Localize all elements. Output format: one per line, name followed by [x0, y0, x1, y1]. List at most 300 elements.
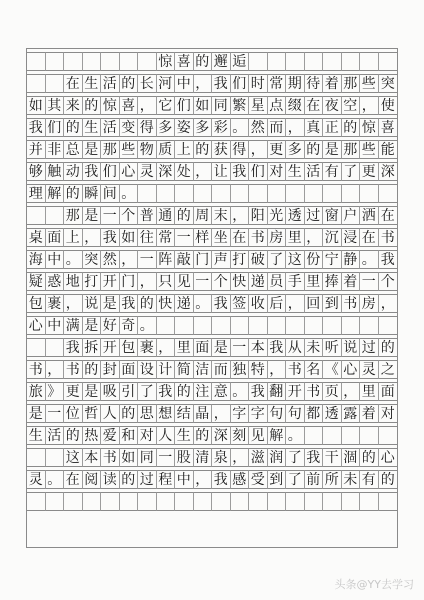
grid-cell	[46, 448, 65, 467]
grid-cell: 够	[27, 162, 46, 181]
grid-cell: 到	[268, 470, 287, 489]
grid-cell: 是	[212, 338, 231, 357]
grid-cell: 静	[342, 250, 361, 269]
grid-cell: 而	[268, 118, 287, 137]
grid-cell: 们	[249, 162, 268, 181]
grid-cell: 听	[323, 338, 342, 357]
grid-cell	[212, 316, 231, 335]
grid-cell: 总	[64, 140, 83, 159]
grid-cell: 对	[379, 404, 398, 423]
grid-cell	[305, 492, 324, 511]
grid-cell: 周	[194, 206, 213, 225]
grid-cell: 翻	[268, 382, 287, 401]
grid-cell: 的	[138, 294, 157, 313]
grid-cell	[342, 426, 361, 445]
grid-cell	[27, 52, 46, 71]
grid-cell	[46, 74, 65, 93]
grid-cell: 中	[175, 470, 194, 489]
grid-cell: 封	[101, 360, 120, 379]
grid-cell: 邂	[212, 52, 231, 71]
grid-cell: 得	[138, 118, 157, 137]
grid-cell: 活	[101, 74, 120, 93]
grid-row	[27, 206, 397, 225]
grid-cell: 裹	[138, 338, 157, 357]
grid-cell: 了	[286, 470, 305, 489]
grid-cell: ，	[138, 272, 157, 291]
grid-cell: 的	[175, 206, 194, 225]
grid-cell: 面	[120, 360, 139, 379]
grid-cell: 那	[64, 206, 83, 225]
grid-cell: 晶	[194, 404, 213, 423]
grid-cell: 上	[64, 228, 83, 247]
grid-cell: ，	[46, 360, 65, 379]
grid-cell	[46, 338, 65, 357]
grid-cell	[249, 492, 268, 511]
grid-cell: 普	[138, 206, 157, 225]
manuscript-grid	[26, 48, 398, 548]
grid-cell	[138, 184, 157, 203]
grid-cell: ，	[194, 74, 213, 93]
grid-cell: 的	[194, 140, 213, 159]
grid-cell: 真	[305, 118, 324, 137]
grid-cell: 裹	[46, 294, 65, 313]
grid-cell: 疑	[27, 272, 46, 291]
grid-cell	[157, 184, 176, 203]
grid-cell: 是	[101, 294, 120, 313]
grid-cell: 都	[305, 404, 324, 423]
grid-cell: 同	[138, 448, 157, 467]
grid-cell: ，	[286, 294, 305, 313]
grid-cell: 海	[27, 250, 46, 269]
grid-row	[27, 272, 397, 291]
grid-cell: 阳	[249, 206, 268, 225]
grid-cell: 上	[175, 140, 194, 159]
grid-cell: 未	[342, 470, 361, 489]
grid-cell: 点	[268, 96, 287, 115]
grid-cell: 突	[379, 74, 398, 93]
grid-cell: 而	[212, 360, 231, 379]
grid-cell: 个	[120, 206, 139, 225]
grid-cell: 繁	[231, 96, 250, 115]
grid-cell: 如	[194, 96, 213, 115]
grid-cell	[342, 184, 361, 203]
grid-cell: 中	[46, 250, 65, 269]
grid-cell	[46, 492, 65, 511]
grid-cell: 程	[157, 470, 176, 489]
grid-cell: ，	[212, 404, 231, 423]
grid-cell: 我	[268, 338, 287, 357]
grid-cell: 的	[64, 184, 83, 203]
grid-cell	[360, 316, 379, 335]
grid-cell: 我	[64, 338, 83, 357]
grid-cell: 满	[64, 316, 83, 335]
grid-cell: 了	[286, 448, 305, 467]
grid-cell: 。	[231, 118, 250, 137]
grid-cell: 了	[268, 250, 287, 269]
grid-cell: 获	[212, 140, 231, 159]
grid-cell	[286, 492, 305, 511]
grid-cell: 签	[231, 294, 250, 313]
grid-cell	[342, 316, 361, 335]
grid-cell: 的	[379, 470, 398, 489]
grid-cell: 本	[249, 338, 268, 357]
grid-cell: 对	[268, 162, 287, 181]
grid-cell: 中	[46, 316, 65, 335]
grid-cell: 喜	[175, 52, 194, 71]
grid-cell: 我	[212, 74, 231, 93]
grid-cell	[286, 316, 305, 335]
grid-cell: 透	[286, 206, 305, 225]
grid-cell: 星	[249, 96, 268, 115]
grid-cell: 阅	[83, 470, 102, 489]
grid-cell: 特	[249, 360, 268, 379]
grid-cell: 惑	[46, 272, 65, 291]
grid-cell: 的	[175, 382, 194, 401]
grid-cell: 沉	[323, 228, 342, 247]
grid-cell: 是	[83, 140, 102, 159]
grid-cell: 。	[286, 426, 305, 445]
grid-cell	[175, 316, 194, 335]
grid-cell: 这	[286, 250, 305, 269]
grid-cell: 是	[83, 206, 102, 225]
grid-cell: 夜	[323, 96, 342, 115]
grid-cell: 彩	[212, 118, 231, 137]
grid-cell	[231, 184, 250, 203]
grid-cell: 瞬	[83, 184, 102, 203]
grid-cell: 引	[120, 382, 139, 401]
grid-cell: 透	[323, 404, 342, 423]
grid-cell: 深	[212, 426, 231, 445]
grid-row	[27, 294, 397, 313]
grid-cell: 一	[360, 272, 379, 291]
grid-cell: 人	[157, 426, 176, 445]
grid-cell: 里	[360, 382, 379, 401]
grid-cell	[360, 426, 379, 445]
grid-row	[27, 316, 397, 335]
grid-cell: 说	[342, 338, 361, 357]
grid-cell: 开	[286, 382, 305, 401]
grid-cell: 。	[46, 470, 65, 489]
grid-cell: 包	[120, 338, 139, 357]
grid-cell: 洒	[360, 206, 379, 225]
grid-cell	[379, 426, 398, 445]
grid-cell: 解	[46, 184, 65, 203]
grid-cell: 样	[194, 228, 213, 247]
grid-cell: 我	[157, 382, 176, 401]
grid-cell: 句	[286, 404, 305, 423]
grid-cell: 和	[120, 426, 139, 445]
grid-cell	[212, 184, 231, 203]
grid-cell: 我	[305, 448, 324, 467]
grid-cell: 敲	[175, 250, 194, 269]
grid-cell: 我	[249, 382, 268, 401]
grid-cell	[286, 184, 305, 203]
grid-cell	[83, 492, 102, 511]
grid-cell: 末	[212, 206, 231, 225]
grid-row	[27, 470, 397, 489]
grid-cell: 能	[379, 140, 398, 159]
grid-cell: 句	[268, 404, 287, 423]
grid-cell	[268, 316, 287, 335]
grid-cell: 变	[120, 118, 139, 137]
grid-cell: 阵	[157, 250, 176, 269]
grid-cell: ，	[194, 162, 213, 181]
grid-cell: 让	[212, 162, 231, 181]
grid-cell: 多	[157, 118, 176, 137]
grid-cell: 名	[305, 360, 324, 379]
grid-cell: 我	[231, 162, 250, 181]
grid-cell: 光	[268, 206, 287, 225]
grid-cell: 字	[249, 404, 268, 423]
grid-cell: 的	[342, 118, 361, 137]
grid-cell: 我	[379, 250, 398, 269]
grid-cell: 常	[268, 74, 287, 93]
grid-cell: 窗	[323, 206, 342, 225]
grid-cell: 浸	[342, 228, 361, 247]
grid-cell: 时	[249, 74, 268, 93]
grid-cell: 的	[83, 96, 102, 115]
grid-cell: 捧	[323, 272, 342, 291]
grid-cell: 见	[249, 426, 268, 445]
grid-cell: 里	[305, 272, 324, 291]
grid-cell: 如	[120, 448, 139, 467]
grid-cell: 心	[27, 316, 46, 335]
grid-cell: ，	[157, 338, 176, 357]
grid-cell: 快	[157, 294, 176, 313]
grid-cell	[323, 426, 342, 445]
grid-cell	[175, 184, 194, 203]
grid-cell: 间	[101, 184, 120, 203]
grid-cell: 些	[120, 140, 139, 159]
grid-cell: ，	[194, 470, 213, 489]
grid-cell: 是	[27, 404, 46, 423]
grid-cell: 通	[157, 206, 176, 225]
grid-cell: 同	[212, 96, 231, 115]
grid-cell: 活	[101, 118, 120, 137]
grid-cell	[138, 492, 157, 511]
grid-cell: 其	[46, 96, 65, 115]
grid-cell: 宁	[323, 250, 342, 269]
grid-cell	[194, 316, 213, 335]
grid-cell	[120, 492, 139, 511]
grid-cell	[175, 492, 194, 511]
grid-cell: 坐	[212, 228, 231, 247]
grid-cell: 位	[64, 404, 83, 423]
grid-cell: 开	[101, 272, 120, 291]
grid-cell: 更	[360, 162, 379, 181]
grid-cell: 只	[157, 272, 176, 291]
grid-cell: 面	[379, 382, 398, 401]
grid-row	[27, 250, 397, 269]
grid-cell: 思	[138, 404, 157, 423]
grid-cell: 惊	[101, 96, 120, 115]
grid-cell: 在	[64, 470, 83, 489]
grid-cell: 有	[360, 470, 379, 489]
grid-cell: ，	[360, 96, 379, 115]
grid-cell: 触	[46, 162, 65, 181]
watermark: 头条@YY去学习	[334, 578, 414, 591]
grid-cell: 那	[342, 140, 361, 159]
grid-row	[27, 162, 397, 181]
grid-cell	[249, 52, 268, 71]
grid-cell: 多	[286, 140, 305, 159]
grid-cell: 滋	[249, 448, 268, 467]
grid-cell	[268, 184, 287, 203]
grid-cell: 地	[64, 272, 83, 291]
grid-cell: 惊	[157, 52, 176, 71]
grid-cell: 期	[286, 74, 305, 93]
grid-cell: 打	[231, 250, 250, 269]
grid-cell	[64, 52, 83, 71]
grid-cell: 生	[83, 118, 102, 137]
grid-cell: 的	[64, 118, 83, 137]
grid-cell: 解	[268, 426, 287, 445]
grid-cell: 们	[231, 74, 250, 93]
grid-cell: 的	[120, 74, 139, 93]
grid-cell: 一	[175, 228, 194, 247]
grid-cell: 质	[157, 140, 176, 159]
grid-cell: 拆	[83, 338, 102, 357]
grid-cell	[342, 492, 361, 511]
grid-cell: 了	[138, 382, 157, 401]
grid-cell: 待	[305, 74, 324, 93]
grid-cell: 过	[138, 470, 157, 489]
grid-cell: 空	[342, 96, 361, 115]
grid-cell	[323, 52, 342, 71]
grid-cell	[101, 52, 120, 71]
grid-cell: 清	[194, 448, 213, 467]
grid-cell: 使	[379, 96, 398, 115]
grid-cell: 的	[379, 338, 398, 357]
grid-cell: 人	[101, 404, 120, 423]
grid-cell: 页	[323, 382, 342, 401]
grid-cell: 《	[323, 360, 342, 379]
grid-cell: 着	[342, 272, 361, 291]
grid-cell	[249, 316, 268, 335]
grid-cell: 我	[120, 294, 139, 313]
grid-cell: 在	[64, 74, 83, 93]
grid-cell: 生	[286, 162, 305, 181]
grid-cell	[27, 492, 46, 511]
grid-cell: 活	[46, 426, 65, 445]
grid-cell	[101, 492, 120, 511]
grid-cell	[379, 316, 398, 335]
grid-row	[27, 426, 397, 445]
grid-row	[27, 448, 397, 467]
grid-cell	[323, 316, 342, 335]
grid-cell: 灵	[27, 470, 46, 489]
grid-cell: 房	[268, 228, 287, 247]
grid-cell: 是	[323, 140, 342, 159]
grid-cell: 润	[268, 448, 287, 467]
grid-cell	[323, 184, 342, 203]
grid-cell: 们	[175, 96, 194, 115]
grid-cell: 涸	[342, 448, 361, 467]
grid-cell: 如	[120, 228, 139, 247]
grid-cell: 在	[379, 206, 398, 225]
grid-cell: 所	[323, 470, 342, 489]
grid-cell: 生	[83, 74, 102, 93]
grid-cell: 见	[175, 272, 194, 291]
grid-row	[27, 382, 397, 401]
grid-cell	[379, 184, 398, 203]
grid-cell: ，	[249, 140, 268, 159]
grid-cell: 泉	[212, 448, 231, 467]
grid-cell: 。	[120, 184, 139, 203]
grid-cell: 姿	[175, 118, 194, 137]
grid-cell: 在	[360, 228, 379, 247]
grid-cell: 生	[27, 426, 46, 445]
grid-cell: 常	[157, 228, 176, 247]
grid-cell: 灵	[138, 162, 157, 181]
grid-cell: 过	[305, 206, 324, 225]
grid-cell: 心	[342, 360, 361, 379]
grid-cell: 着	[360, 404, 379, 423]
grid-cell: 处	[175, 162, 194, 181]
grid-cell	[360, 492, 379, 511]
grid-cell: 手	[286, 272, 305, 291]
grid-cell: 员	[268, 272, 287, 291]
grid-cell: 设	[138, 360, 157, 379]
grid-cell: 深	[157, 162, 176, 181]
grid-cell: 股	[175, 448, 194, 467]
grid-cell	[27, 206, 46, 225]
grid-cell: ，	[268, 360, 287, 379]
grid-cell: 一	[157, 448, 176, 467]
grid-cell: 灵	[360, 360, 379, 379]
grid-cell	[27, 74, 46, 93]
grid-cell: 我	[212, 294, 231, 313]
grid-cell: 得	[231, 140, 250, 159]
grid-cell: 感	[231, 470, 250, 489]
grid-cell: 回	[305, 294, 324, 313]
grid-cell	[305, 52, 324, 71]
grid-cell: 那	[342, 74, 361, 93]
grid-row	[27, 118, 397, 137]
grid-cell	[231, 492, 250, 511]
grid-cell: 更	[64, 382, 83, 401]
grid-cell: 它	[157, 96, 176, 115]
grid-cell	[305, 316, 324, 335]
grid-cell: 门	[120, 272, 139, 291]
grid-cell	[323, 492, 342, 511]
grid-cell: ，	[342, 382, 361, 401]
grid-row	[27, 360, 397, 379]
grid-cell: 喜	[379, 118, 398, 137]
grid-cell: ，	[231, 206, 250, 225]
grid-cell	[138, 52, 157, 71]
grid-cell: 计	[157, 360, 176, 379]
grid-cell: 哲	[83, 404, 102, 423]
grid-cell: 读	[101, 470, 120, 489]
grid-cell: 房	[360, 294, 379, 313]
grid-cell: ，	[138, 96, 157, 115]
grid-cell: 一	[194, 272, 213, 291]
grid-cell: 一	[46, 404, 65, 423]
grid-cell: 过	[360, 338, 379, 357]
grid-cell: 我	[83, 162, 102, 181]
grid-cell	[27, 448, 46, 467]
grid-cell: 一	[231, 338, 250, 357]
grid-cell	[194, 492, 213, 511]
grid-cell	[360, 52, 379, 71]
grid-cell: 然	[101, 250, 120, 269]
grid-cell: 洁	[194, 360, 213, 379]
grid-cell: 心	[120, 162, 139, 181]
grid-cell: 中	[175, 74, 194, 93]
grid-cell: 刻	[231, 426, 250, 445]
grid-cell: ，	[64, 294, 83, 313]
